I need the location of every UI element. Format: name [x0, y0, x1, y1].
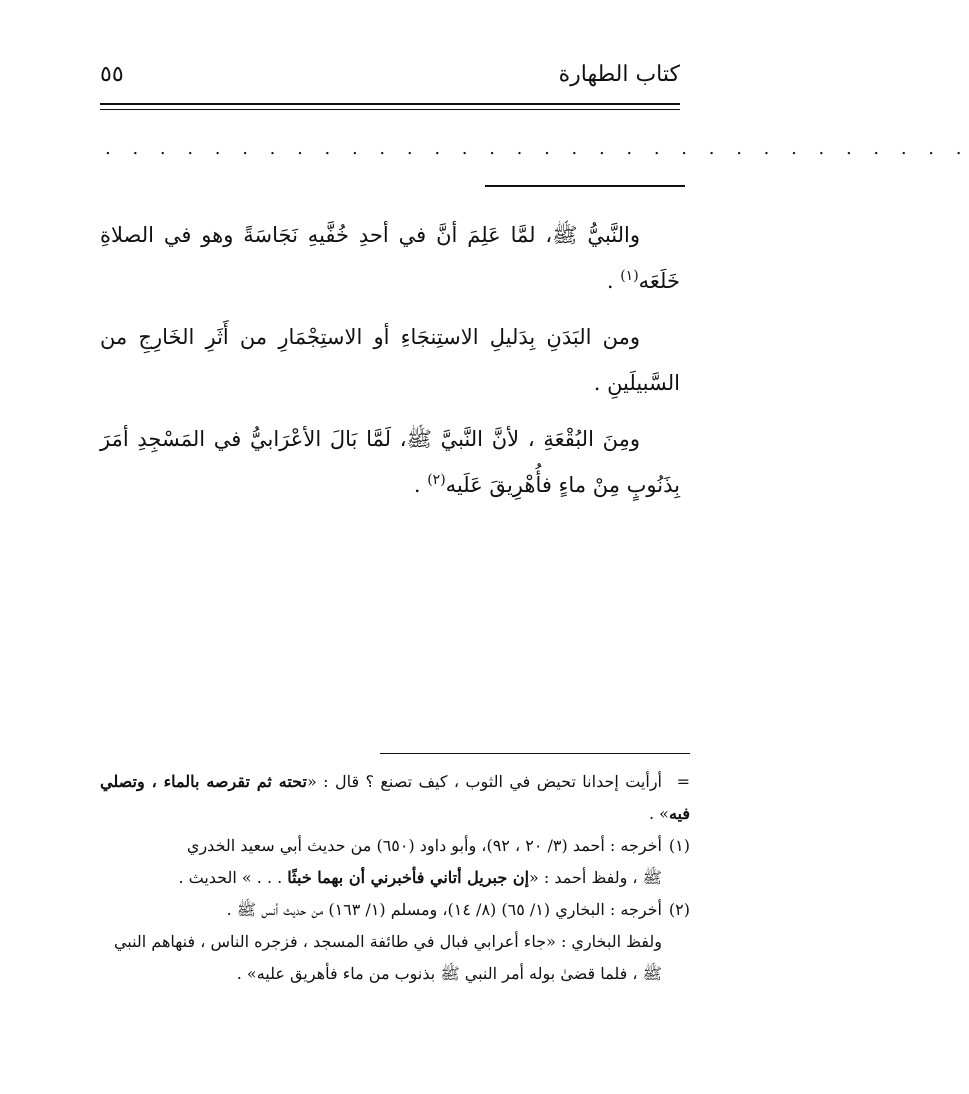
footnote-continuation-bold: تحته ثم تقرصه بالماء ، وتصلي فيه — [100, 772, 690, 823]
footnote-1-line2-end: . . . » الحديث . — [178, 868, 288, 887]
book-title: كتاب الطهارة — [558, 62, 680, 87]
paragraph-1-end: . — [606, 269, 621, 293]
footnote-2 — [100, 894, 690, 926]
paragraph-3-end: . — [413, 473, 428, 497]
footnote-ref-2[interactable]: (٢) — [427, 472, 446, 488]
paragraph-1 — [100, 212, 680, 304]
page-number: ٥٥ — [100, 62, 124, 87]
paragraph-1-text: والنَّبيُّ ﷺ، لمَّا عَلِمَ أنَّ في أحدِ خُفَّيهِ نَجَاسَةً وهو في الصلاةِ خَلَعَه — [100, 223, 680, 293]
header-rule-thick — [100, 103, 680, 105]
paragraph-2: ومن البَدَنِ بِدَليلِ الاستِنجَاءِ أو الاستِجْمَارِ من أَثَرِ الخَارِجِ من السَّبيلَينِ . — [100, 325, 680, 395]
footnote-2-marker: (٢) — [668, 900, 690, 919]
footnote-ref-1[interactable]: (١) — [620, 268, 639, 284]
header-rule-thin — [100, 109, 680, 110]
footnote-1-line2-start: ﷺ ، ولفظ أحمد : « — [529, 868, 662, 887]
footnote-1 — [100, 830, 690, 862]
separator-dots: . . . . . . . . . . . . . . . . . . . . . . . . . . . . . . . . — [105, 138, 969, 159]
footnote-2-line2: ولفظ البخاري : «جاء أعرابي فبال في طائفة المسجد ، فزجره الناس ، فنهاهم النبي — [113, 932, 662, 951]
footnotes — [100, 766, 690, 990]
footnote-2-line3: ﷺ ، فلما قضىٰ بوله أمر النبي ﷺ بذنوب من ماء فأهريق عليه» . — [236, 964, 662, 983]
section-rule — [485, 185, 685, 187]
footnote-1-quote: إن جبريل أتاني فأخبرني أن بهما خبثًا — [287, 868, 530, 887]
main-text — [100, 212, 680, 518]
paragraph-3 — [100, 416, 680, 508]
footnote-1-marker: (١) — [668, 836, 690, 855]
footnote-continuation — [100, 766, 690, 830]
footnote-2-line1: أخرجه : البخاري (١/ ٦٥) (٨/ ١٤)، ومسلم (١/ ١٦٣) من حديث أنس ﷺ . — [226, 900, 662, 919]
footnote-1-line1: أخرجه : أحمد (٣/ ٢٠ ، ٩٢)، وأبو داود (٦٥٠) من حديث أبي سعيد الخدري — [186, 836, 662, 855]
paragraph-3-text: ومِنَ البُقْعَةِ ، لأنَّ النَّبيَّ ﷺ، لَمَّا بَالَ الأعْرَابيُّ في المَسْجِدِ أمَرَ بِذَنُوبٍ مِنْ ماءٍ فأُهْرِيقَ عَلَيه — [100, 427, 680, 497]
footnote-continuation-marker: = — [676, 772, 690, 791]
footnote-continuation-end: » . — [648, 804, 669, 823]
footnote-rule — [380, 753, 690, 754]
running-head — [100, 62, 680, 102]
footnote-continuation-text: أرأيت إحدانا تحيض في الثوب ، كيف تصنع ؟ قال : « — [306, 772, 662, 791]
footnote-1-line2 — [100, 862, 690, 894]
